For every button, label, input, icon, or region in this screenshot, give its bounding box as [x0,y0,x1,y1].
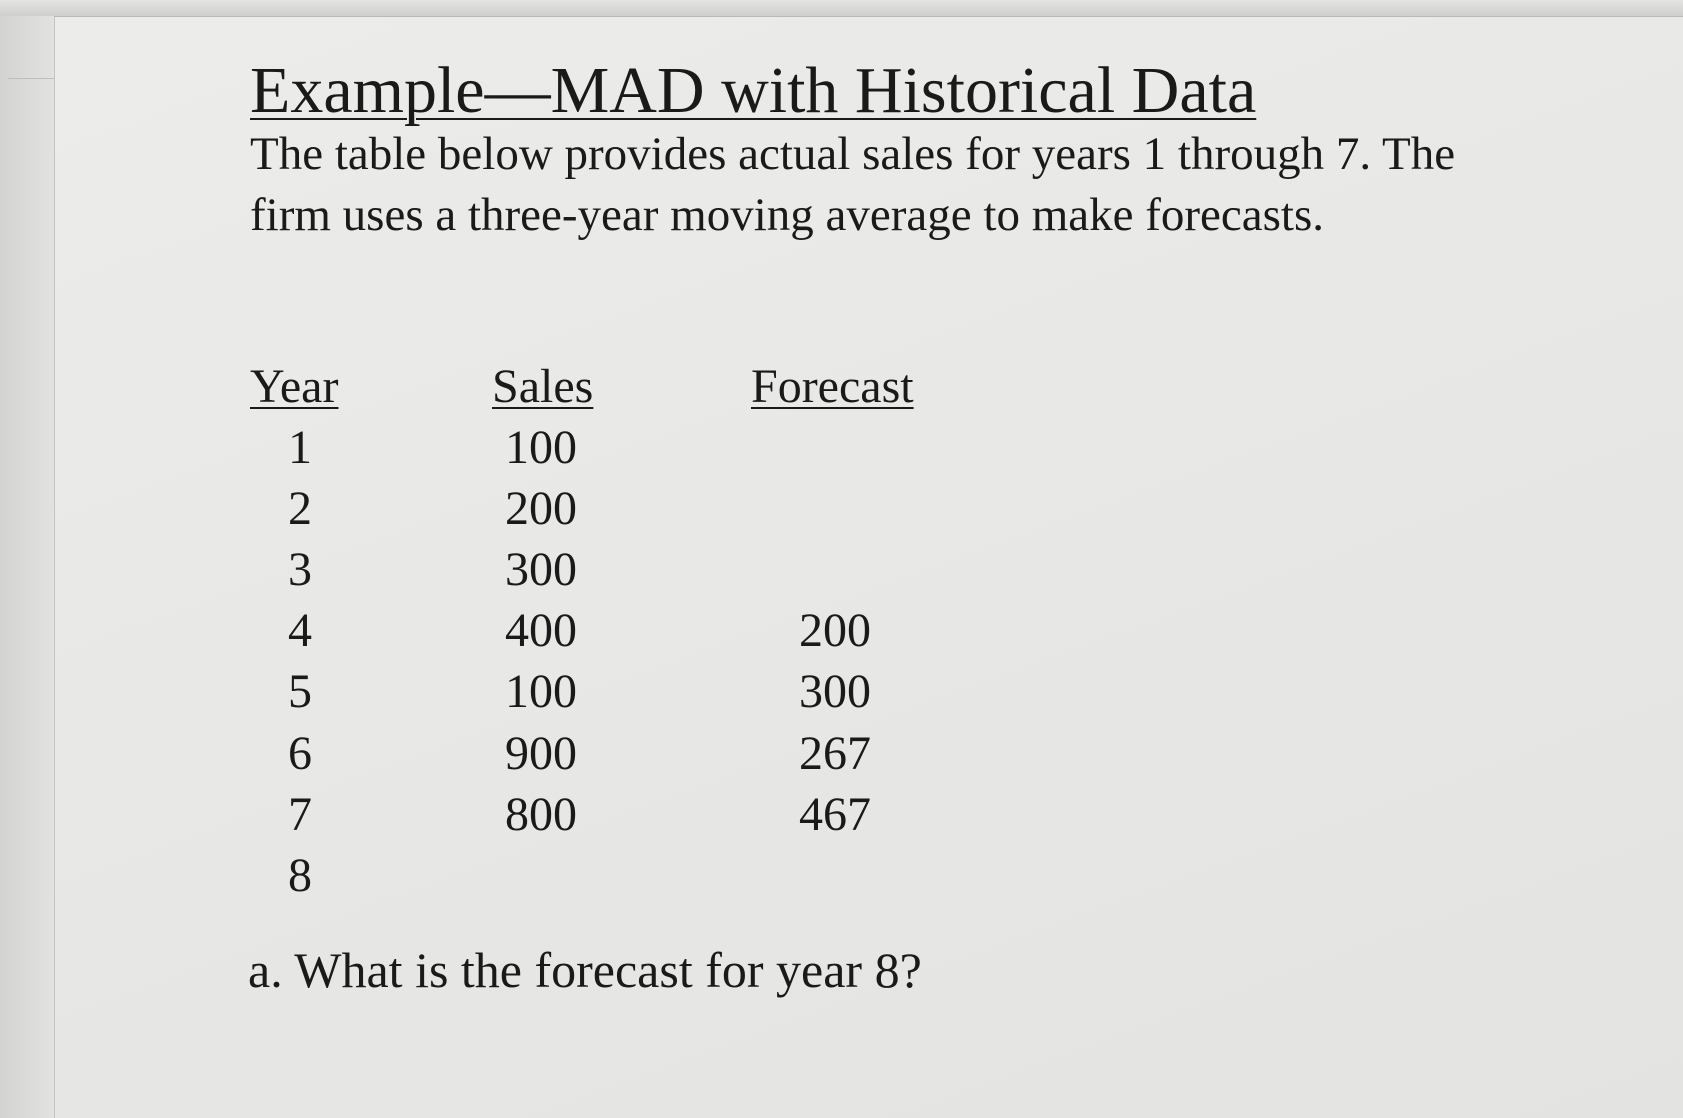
sales-header: Sales [492,360,594,413]
question-text: a. What is the forecast for year 8? [248,942,922,998]
left-panel-edge [0,16,54,1118]
forecast-cell: 267 [799,727,871,780]
toolbar-strip [0,0,1683,17]
year-cell: 2 [288,482,312,535]
sales-cell: 100 [505,665,577,718]
sales-cell: 200 [505,482,577,535]
year-cell: 3 [288,543,312,596]
sales-cell: 800 [505,788,577,841]
intro-paragraph: The table below provides actual sales for years 1 through 7. The firm uses a three-year moving average to make forecasts. [250,128,1456,241]
forecast-cell: 467 [799,788,871,841]
slide-title: Example—MAD with Historical Data [250,54,1257,127]
year-cell: 4 [288,604,312,657]
year-cell: 1 [288,421,312,474]
year-cell: 8 [288,849,312,902]
forecast-cell: 200 [799,604,871,657]
sales-cell: 400 [505,604,577,657]
year-cell: 5 [288,665,312,718]
forecast-header: Forecast [751,360,914,413]
year-cell: 7 [288,788,312,841]
sales-cell: 100 [505,421,577,474]
year-header: Year [250,360,339,413]
forecast-cell: 300 [799,665,871,718]
year-cell: 6 [288,727,312,780]
panel-divider [8,78,54,79]
sales-cell: 300 [505,543,577,596]
sales-cell: 900 [505,727,577,780]
